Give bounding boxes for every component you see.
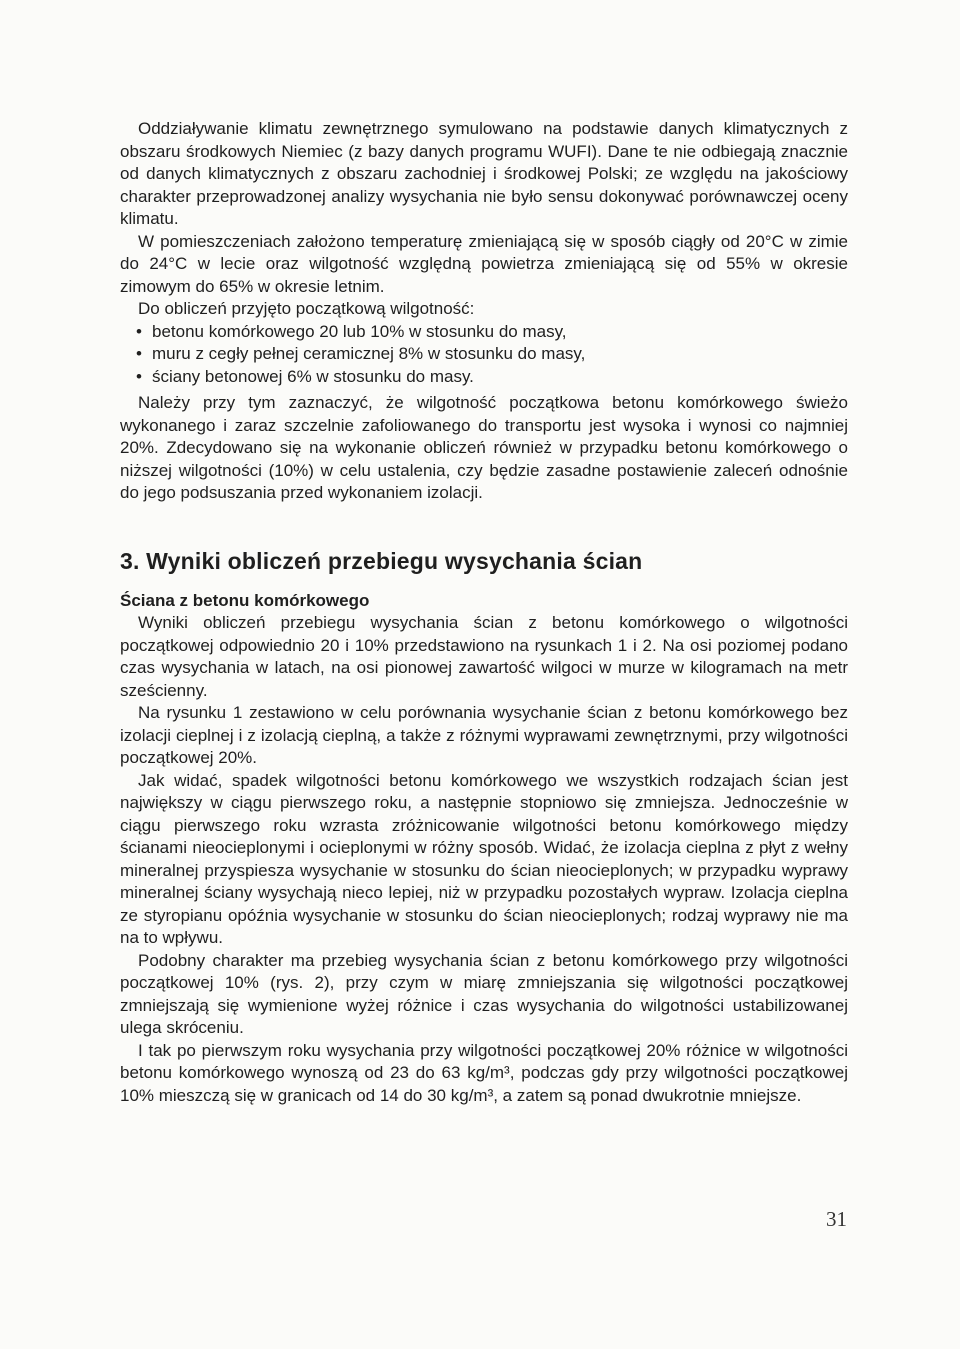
- paragraph: Należy przy tym zaznaczyć, że wilgotność początkowa betonu komórkowego świeżo wykonanego i zaraz szczelnie zafoliowanego do transportu jest wysoka i wynosi co najmniej 20%. Zdecydowano się na wykonanie obliczeń również w przypadku betonu komórkowego o niższej wilgotności (10%) w celu ustalenia, czy będzie zasadne postawienie zaleceń odnośnie do jego podsuszania przed wykonaniem izolacji.: [120, 393, 848, 502]
- paragraph: W pomieszczeniach założono temperaturę zmieniającą się w sposób ciągły od 20°C w zimie do 24°C w lecie oraz wilgotność względną powietrza zmieniającą się od 55% w okresie zimowym do 65% w okresie letnim.: [120, 231, 848, 296]
- bullet-icon: •: [136, 321, 142, 341]
- paragraph: Podobny charakter ma przebieg wysychania ścian z betonu komórkowego przy wilgotności początkowej 10% (rys. 2), przy czym w miarę zmniejszania się wilgotności początkowej zmniejszają się wymienione wyżej różnice i czas wysychania do wilgotności ustabilizowanej ulega skróceniu.: [120, 950, 848, 1037]
- paragraph: Jak widać, spadek wilgotności betonu komórkowego we wszystkich rodzajach ścian jest największy w ciągu pierwszego roku, a następnie stopniowo się zmniejsza. Jednocześnie w ciągu pierwszego roku wzrasta zróżnicowanie wilgotności betonu komórkowego między ścianami nieocieplonymi i ocieplonymi w różny sposób. Widać, że izolacja cieplna z płyt z wełny mineralnej przyspiesza wysychanie w stosunku do ścian nieocieplonych; w przypadku wyprawy mineralnej ściany wysychają nieco lepiej, niż w przypadku pozostałych wypraw. Izolacja cieplna ze styropianu opóźnia wysychanie w stosunku do ścian nieocieplonych; rodzaj wyprawy nie ma na to wpływu.: [120, 770, 848, 947]
- section-heading: 3. Wyniki obliczeń przebiegu wysychania ścian: [120, 547, 643, 574]
- page-content: [120, 118, 848, 1107]
- list-item: [120, 321, 848, 344]
- paragraph: Na rysunku 1 zestawiono w celu porównania wysychanie ścian z betonu komórkowego bez izolacji cieplnej i z izolacją cieplną, a także z różnymi wyprawami zewnętrznymi, przy wilgotności początkowej 20%.: [120, 703, 848, 767]
- sub-heading: Ściana z betonu komórkowego: [120, 590, 370, 610]
- list-item-text: ściany betonowej 6% w stosunku do masy.: [152, 366, 474, 386]
- list-item: [120, 343, 848, 366]
- list-item-text: betonu komórkowego 20 lub 10% w stosunku do masy,: [152, 321, 567, 341]
- list-item: [120, 366, 848, 389]
- paragraph: Oddziaływanie klimatu zewnętrznego symulowano na podstawie danych klimatycznych z obszaru środkowych Niemiec (z bazy danych programu WUFI). Dane te nie odbiegają znacznie od danych klimatycznych z obszaru zachodniej i środkowej Polski; ze względu na jakościowy charakter przeprowadzonej analizy wysychania nie było sensu dokonywać porównawczej oceny klimatu.: [120, 119, 848, 228]
- bullet-icon: •: [136, 344, 142, 363]
- list-item-text: muru z cegły pełnej ceramicznej 8% w stosunku do masy,: [152, 344, 586, 363]
- paragraph: Do obliczeń przyjęto początkową wilgotność:: [138, 299, 475, 318]
- paragraph: I tak po pierwszym roku wysychania przy wilgotności początkowej 20% różnice w wilgotności betonu komórkowego wynoszą od 23 do 63 kg/m³, podczas gdy przy wilgotności początkowej 10% mieszczą się w granicach od 14 do 30 kg/m³, a zatem są ponad dwukrotnie mniejsze.: [120, 1040, 848, 1105]
- paragraph: Wyniki obliczeń przebiegu wysychania ścian z betonu komórkowego o wilgotności początkowej odpowiednio 20 i 10% przedstawiono na rysunkach 1 i 2. Na osi poziomej podano czas wysychania w latach, na osi pionowej zawartość wilgoci w murze w kilogramach na metr sześcienny.: [120, 613, 848, 700]
- bullet-icon: •: [136, 366, 142, 386]
- bullet-list: [120, 321, 848, 389]
- page-number: 31: [826, 1207, 847, 1231]
